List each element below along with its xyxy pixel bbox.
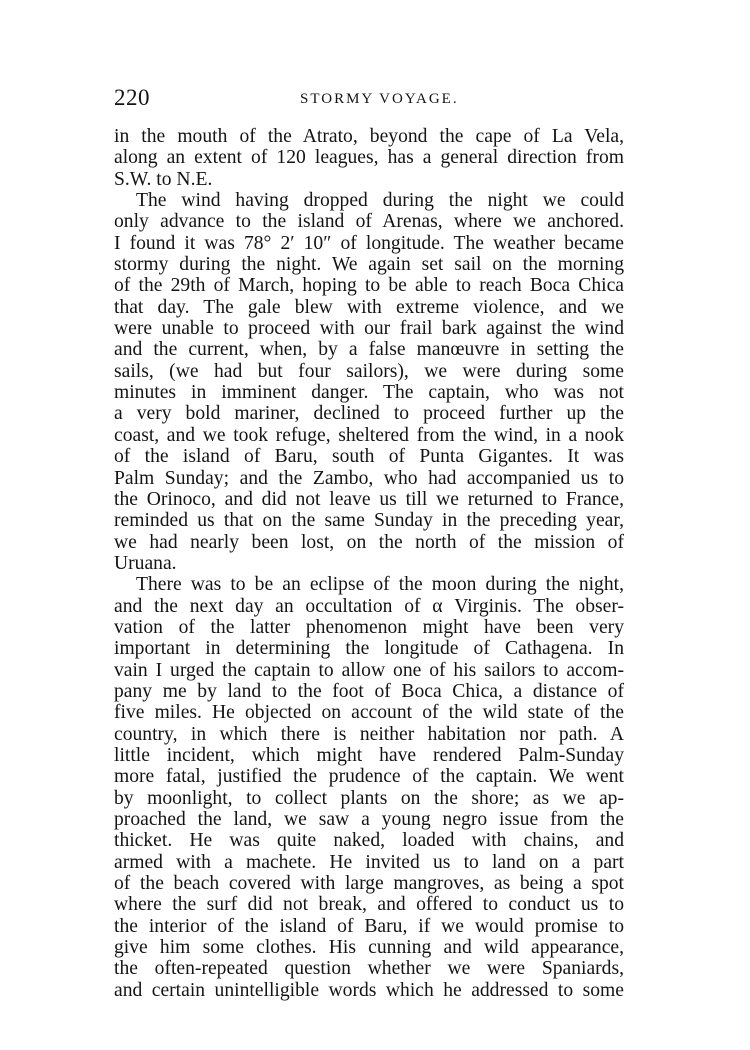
text-line: Uruana. [114, 552, 177, 574]
text-line: country, in which there is neither habitation nor path. A [114, 723, 624, 745]
text-line: of the beach covered with large mangroves, as being a spot [114, 873, 624, 895]
text-line: and certain unintelligible words which he addressed to some [114, 979, 624, 1001]
page-number: 220 [114, 85, 150, 110]
running-head [114, 84, 624, 114]
text-line: five miles. He objected on account of the wild state of the [114, 702, 624, 724]
text-line: sails, (we had but four sailors), we were during some [114, 360, 624, 382]
text-line: vain I urged the captain to allow one of his sailors to accom- [114, 659, 624, 681]
text-line: of the island of Baru, south of Punta Gigantes. It was [114, 446, 624, 468]
text-line: along an extent of 120 leagues, has a general direction from [114, 147, 624, 169]
text-line: of the 29th of March, hoping to be able to reach Boca Chica [114, 275, 624, 297]
text-line: in the mouth of the Atrato, beyond the cape of La Vela, [114, 126, 624, 147]
text-line: were unable to proceed with our frail bark against the wind [114, 318, 624, 340]
text-line: the interior of the island of Baru, if we would promise to [114, 915, 624, 937]
text-line: proached the land, we saw a young negro issue from the [114, 809, 624, 830]
text-line: reminded us that on the same Sunday in the preceding year, [114, 510, 624, 532]
text-line: There was to be an eclipse of the moon during the night, [136, 574, 624, 596]
text-line: stormy during the night. We again set sail on the morning [114, 254, 624, 276]
text-line: give him some clothes. His cunning and wild appearance, [114, 937, 624, 959]
text-line: more fatal, justified the prudence of the captain. We went [114, 766, 624, 788]
text-line: only advance to the island of Arenas, where we anchored. [114, 211, 624, 233]
text-line: armed with a machete. He invited us to land on a part [114, 851, 624, 873]
body-text [114, 126, 624, 1001]
text-line: The wind having dropped during the night we could [136, 190, 624, 212]
text-line: a very bold mariner, declined to proceed further up the [114, 403, 624, 425]
text-line: vation of the latter phenomenon might have been very [114, 616, 624, 638]
text-line: we had nearly been lost, on the north of the mission of [114, 531, 624, 553]
text-line: Palm Sunday; and the Zambo, who had accompanied us to [114, 467, 624, 489]
text-line: the often-repeated question whether we were Spaniards, [114, 958, 624, 980]
text-line: thicket. He was quite naked, loaded with chains, and [114, 830, 624, 852]
text-line: and the next day an occultation of α Virginis. The obser- [114, 595, 624, 617]
text-line: coast, and we took refuge, sheltered from the wind, in a nook [114, 424, 624, 446]
text-line: the Orinoco, and did not leave us till we returned to France, [114, 488, 624, 510]
text-line: minutes in imminent danger. The captain, who was not [114, 382, 624, 404]
text-line: S.W. to N.E. [114, 168, 213, 190]
text-line: important in determining the longitude of Cathagena. In [114, 638, 624, 660]
text-line: where the surf did not break, and offered to conduct us to [114, 894, 624, 916]
running-title: STORMY VOYAGE. [300, 91, 459, 107]
text-line: and the current, when, by a false manœuvre in setting the [114, 339, 624, 361]
text-line: little incident, which might have rendered Palm-Sunday [114, 744, 624, 766]
text-line: pany me by land to the foot of Boca Chica, a distance of [114, 680, 624, 702]
text-line: that day. The gale blew with extreme violence, and we [114, 296, 624, 318]
text-line: by moonlight, to collect plants on the shore; as we ap- [114, 787, 624, 809]
text-line: I found it was 78° 2′ 10″ of longitude. The weather became [114, 232, 624, 254]
